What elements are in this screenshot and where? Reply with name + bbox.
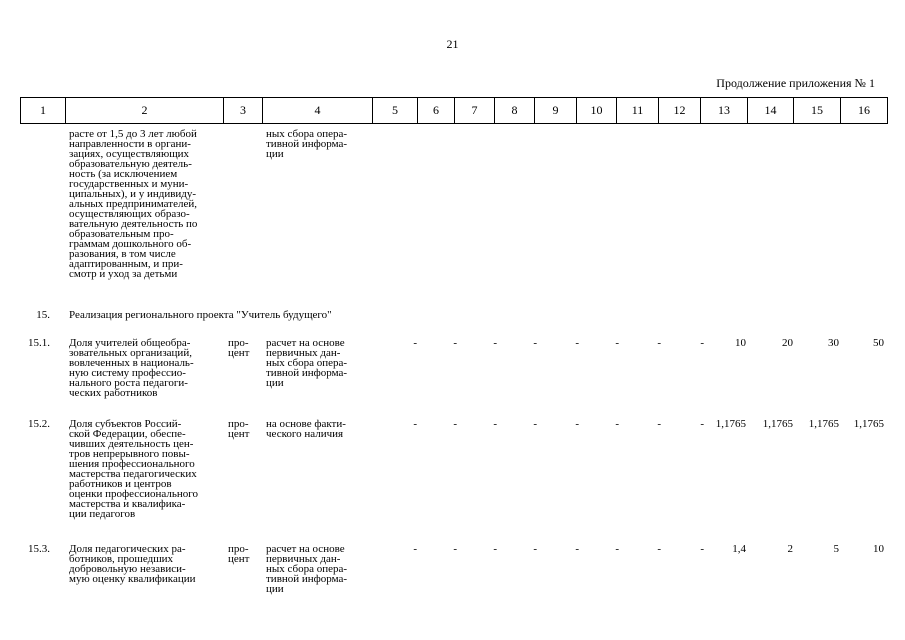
column-header: 4 bbox=[263, 98, 373, 124]
row-number: 15.2. bbox=[28, 418, 50, 430]
row-unit: про- цент bbox=[228, 418, 250, 440]
intro-method: ных сбора опера- тивной информа- ции bbox=[266, 128, 348, 160]
row-dash: - bbox=[533, 418, 537, 430]
row-method: на основе факти- ческого наличия bbox=[266, 418, 346, 440]
row-dash: - bbox=[615, 543, 619, 555]
row-dash: - bbox=[493, 337, 497, 349]
column-header: 6 bbox=[418, 98, 455, 124]
column-header: 11 bbox=[617, 98, 659, 124]
column-header: 13 bbox=[701, 98, 748, 124]
row-dash: - bbox=[453, 418, 457, 430]
column-header: 8 bbox=[495, 98, 535, 124]
row-value: 2 bbox=[787, 543, 793, 555]
row-value: 1,4 bbox=[732, 543, 746, 555]
row-number: 15.3. bbox=[28, 543, 50, 555]
row-dash: - bbox=[413, 337, 417, 349]
row-dash: - bbox=[493, 543, 497, 555]
row-value: 50 bbox=[873, 337, 884, 349]
row-indicator-name: Доля педагогических ра- ботников, прошедших добровольную независи- мую оценку квалификации bbox=[69, 543, 196, 585]
row-value: 10 bbox=[735, 337, 746, 349]
row-value: 30 bbox=[828, 337, 839, 349]
column-header-table bbox=[20, 97, 888, 124]
row-value: 10 bbox=[873, 543, 884, 555]
row-dash: - bbox=[575, 337, 579, 349]
column-header: 7 bbox=[455, 98, 495, 124]
row-number: 15.1. bbox=[28, 337, 50, 349]
row-value: 1,1765 bbox=[808, 418, 839, 430]
row-dash: - bbox=[453, 337, 457, 349]
row-dash: - bbox=[700, 543, 704, 555]
column-header: 9 bbox=[535, 98, 577, 124]
row-value: 1,1765 bbox=[762, 418, 793, 430]
row-dash: - bbox=[575, 418, 579, 430]
column-header: 3 bbox=[224, 98, 263, 124]
row-dash: - bbox=[575, 543, 579, 555]
row-dash: - bbox=[533, 337, 537, 349]
column-header: 15 bbox=[794, 98, 841, 124]
row-dash: - bbox=[657, 418, 661, 430]
row-method: расчет на основе первичных дан- ных сбора опера- тивной информа- ции bbox=[266, 543, 348, 595]
row-unit: про- цент bbox=[228, 543, 250, 565]
column-header: 16 bbox=[841, 98, 888, 124]
row-unit: про- цент bbox=[228, 337, 250, 359]
row-dash: - bbox=[700, 418, 704, 430]
intro-indicator-name: расте от 1,5 до 3 лет любой направленности в органи- зациях, осуществляющих образовательную деятель- ность (за исключением государственных и муни- ципальных), и у индивиду- альных предпринимателей, осуществляющих образо- вательную деятельность по образовательным про- граммам дошкольного об- разования, в том числе адаптированным, и при- смотр и уход за детьми bbox=[69, 128, 198, 280]
column-header: 14 bbox=[748, 98, 794, 124]
row-dash: - bbox=[657, 543, 661, 555]
row-dash: - bbox=[453, 543, 457, 555]
row-dash: - bbox=[493, 418, 497, 430]
row-value: 1,1765 bbox=[853, 418, 884, 430]
row-dash: - bbox=[413, 543, 417, 555]
column-header: 10 bbox=[577, 98, 617, 124]
section-number: 15. bbox=[36, 309, 50, 321]
row-dash: - bbox=[615, 418, 619, 430]
row-value: 1,1765 bbox=[715, 418, 746, 430]
row-dash: - bbox=[700, 337, 704, 349]
section-title: Реализация регионального проекта "Учитель будущего" bbox=[69, 309, 332, 321]
row-dash: - bbox=[657, 337, 661, 349]
row-indicator-name: Доля учителей общеобра- зовательных организаций, вовлеченных в националь- ную систему профессио- нального роста педагоги- ческих работников bbox=[69, 337, 194, 399]
column-header: 5 bbox=[373, 98, 418, 124]
row-value: 20 bbox=[782, 337, 793, 349]
row-value: 5 bbox=[833, 543, 839, 555]
row-dash: - bbox=[615, 337, 619, 349]
column-header: 2 bbox=[66, 98, 224, 124]
continuation-label: Продолжение приложения № 1 bbox=[716, 76, 875, 90]
row-dash: - bbox=[533, 543, 537, 555]
column-header: 1 bbox=[21, 98, 66, 124]
row-dash: - bbox=[413, 418, 417, 430]
row-indicator-name: Доля субъектов Россий- ской Федерации, обеспе- чивших деятельность цен- тров непрерывного повы- шения профессионального мастерства педагогических работников и центров оценки профессионального мастерства и квалифика- ции педагогов bbox=[69, 418, 198, 520]
column-header: 12 bbox=[659, 98, 701, 124]
page-number: 21 bbox=[446, 37, 459, 51]
row-method: расчет на основе первичных дан- ных сбора опера- тивной информа- ции bbox=[266, 337, 348, 389]
